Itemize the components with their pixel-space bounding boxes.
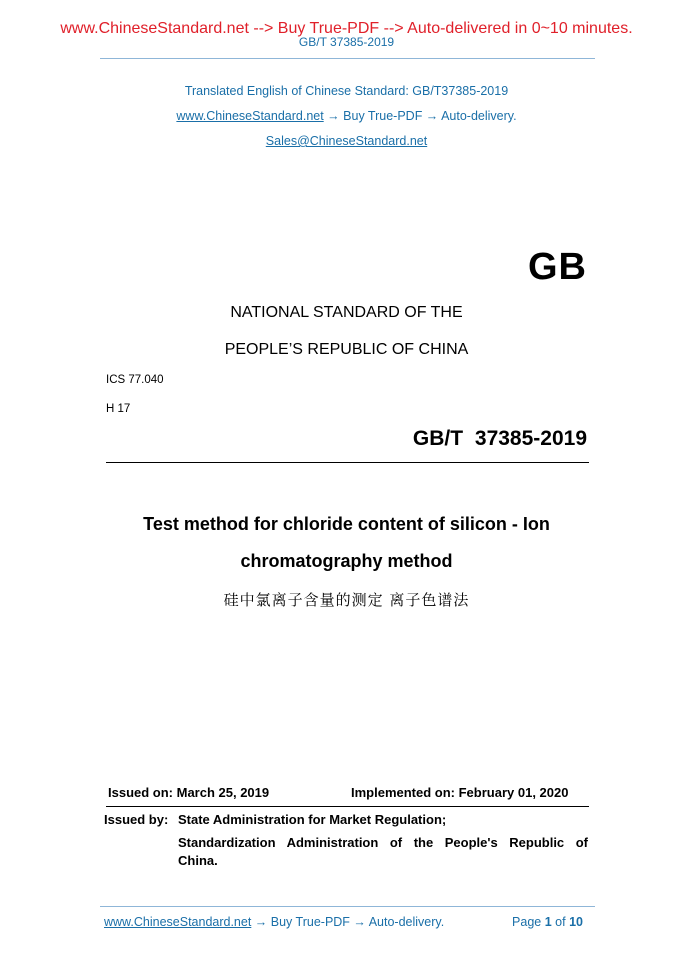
issued-date: Issued on: March 25, 2019 xyxy=(108,785,270,800)
header-divider xyxy=(100,58,595,59)
national-standard-line2: PEOPLE’S REPUBLIC OF CHINA xyxy=(224,341,469,358)
document-title-line1: Test method for chloride content of silicon - Ion xyxy=(143,514,550,534)
footer-site-link[interactable]: www.ChineseStandard.net xyxy=(104,915,252,929)
issuer-line2: Standardization Administration of the People's Republic of xyxy=(178,835,588,850)
implemented-date: Implemented on: February 01, 2020 xyxy=(351,785,569,800)
translation-links xyxy=(0,109,693,123)
page-total: 10 xyxy=(569,915,583,929)
page-indicator xyxy=(512,915,583,929)
page-label: Page xyxy=(512,915,542,929)
dates-divider xyxy=(106,806,589,807)
issuer-line1: State Administration for Market Regulation; xyxy=(178,812,447,827)
issued-by-label: Issued by: xyxy=(104,812,169,827)
page-number: 1 xyxy=(544,915,552,929)
ics-code: ICS 77.040 xyxy=(106,374,164,386)
standard-number: GB/T 37385-2019 xyxy=(412,427,587,450)
promo-banner[interactable]: www.ChineseStandard.net --> Buy True-PDF --> Auto-delivered in 0~10 minutes. xyxy=(60,20,633,37)
of-label: of xyxy=(555,915,566,929)
email-line xyxy=(0,134,693,148)
footer-divider xyxy=(100,906,595,907)
document-title-chinese: 硅中氯离子含量的测定 离子色谱法 xyxy=(223,591,470,609)
translation-note: Translated English of Chinese Standard: GB/T37385-2019 xyxy=(184,84,509,98)
gb-logo: GB xyxy=(528,246,587,288)
footer-links xyxy=(104,915,444,929)
issuer-line3: China. xyxy=(178,853,218,868)
title-divider xyxy=(106,462,589,463)
footer-buy-note: → Buy True-PDF → Auto-delivery. xyxy=(251,915,445,929)
ccs-code: H 17 xyxy=(106,403,131,415)
header-standard-code: GB/T 37385-2019 xyxy=(298,35,395,49)
document-title-line2: chromatography method xyxy=(240,551,453,571)
national-standard-line1: NATIONAL STANDARD OF THE xyxy=(230,304,463,321)
sales-email-link[interactable]: Sales@ChineseStandard.net xyxy=(265,134,428,148)
site-link[interactable]: www.ChineseStandard.net xyxy=(176,109,324,123)
buy-note: → Buy True-PDF → Auto-delivery. xyxy=(323,109,517,123)
